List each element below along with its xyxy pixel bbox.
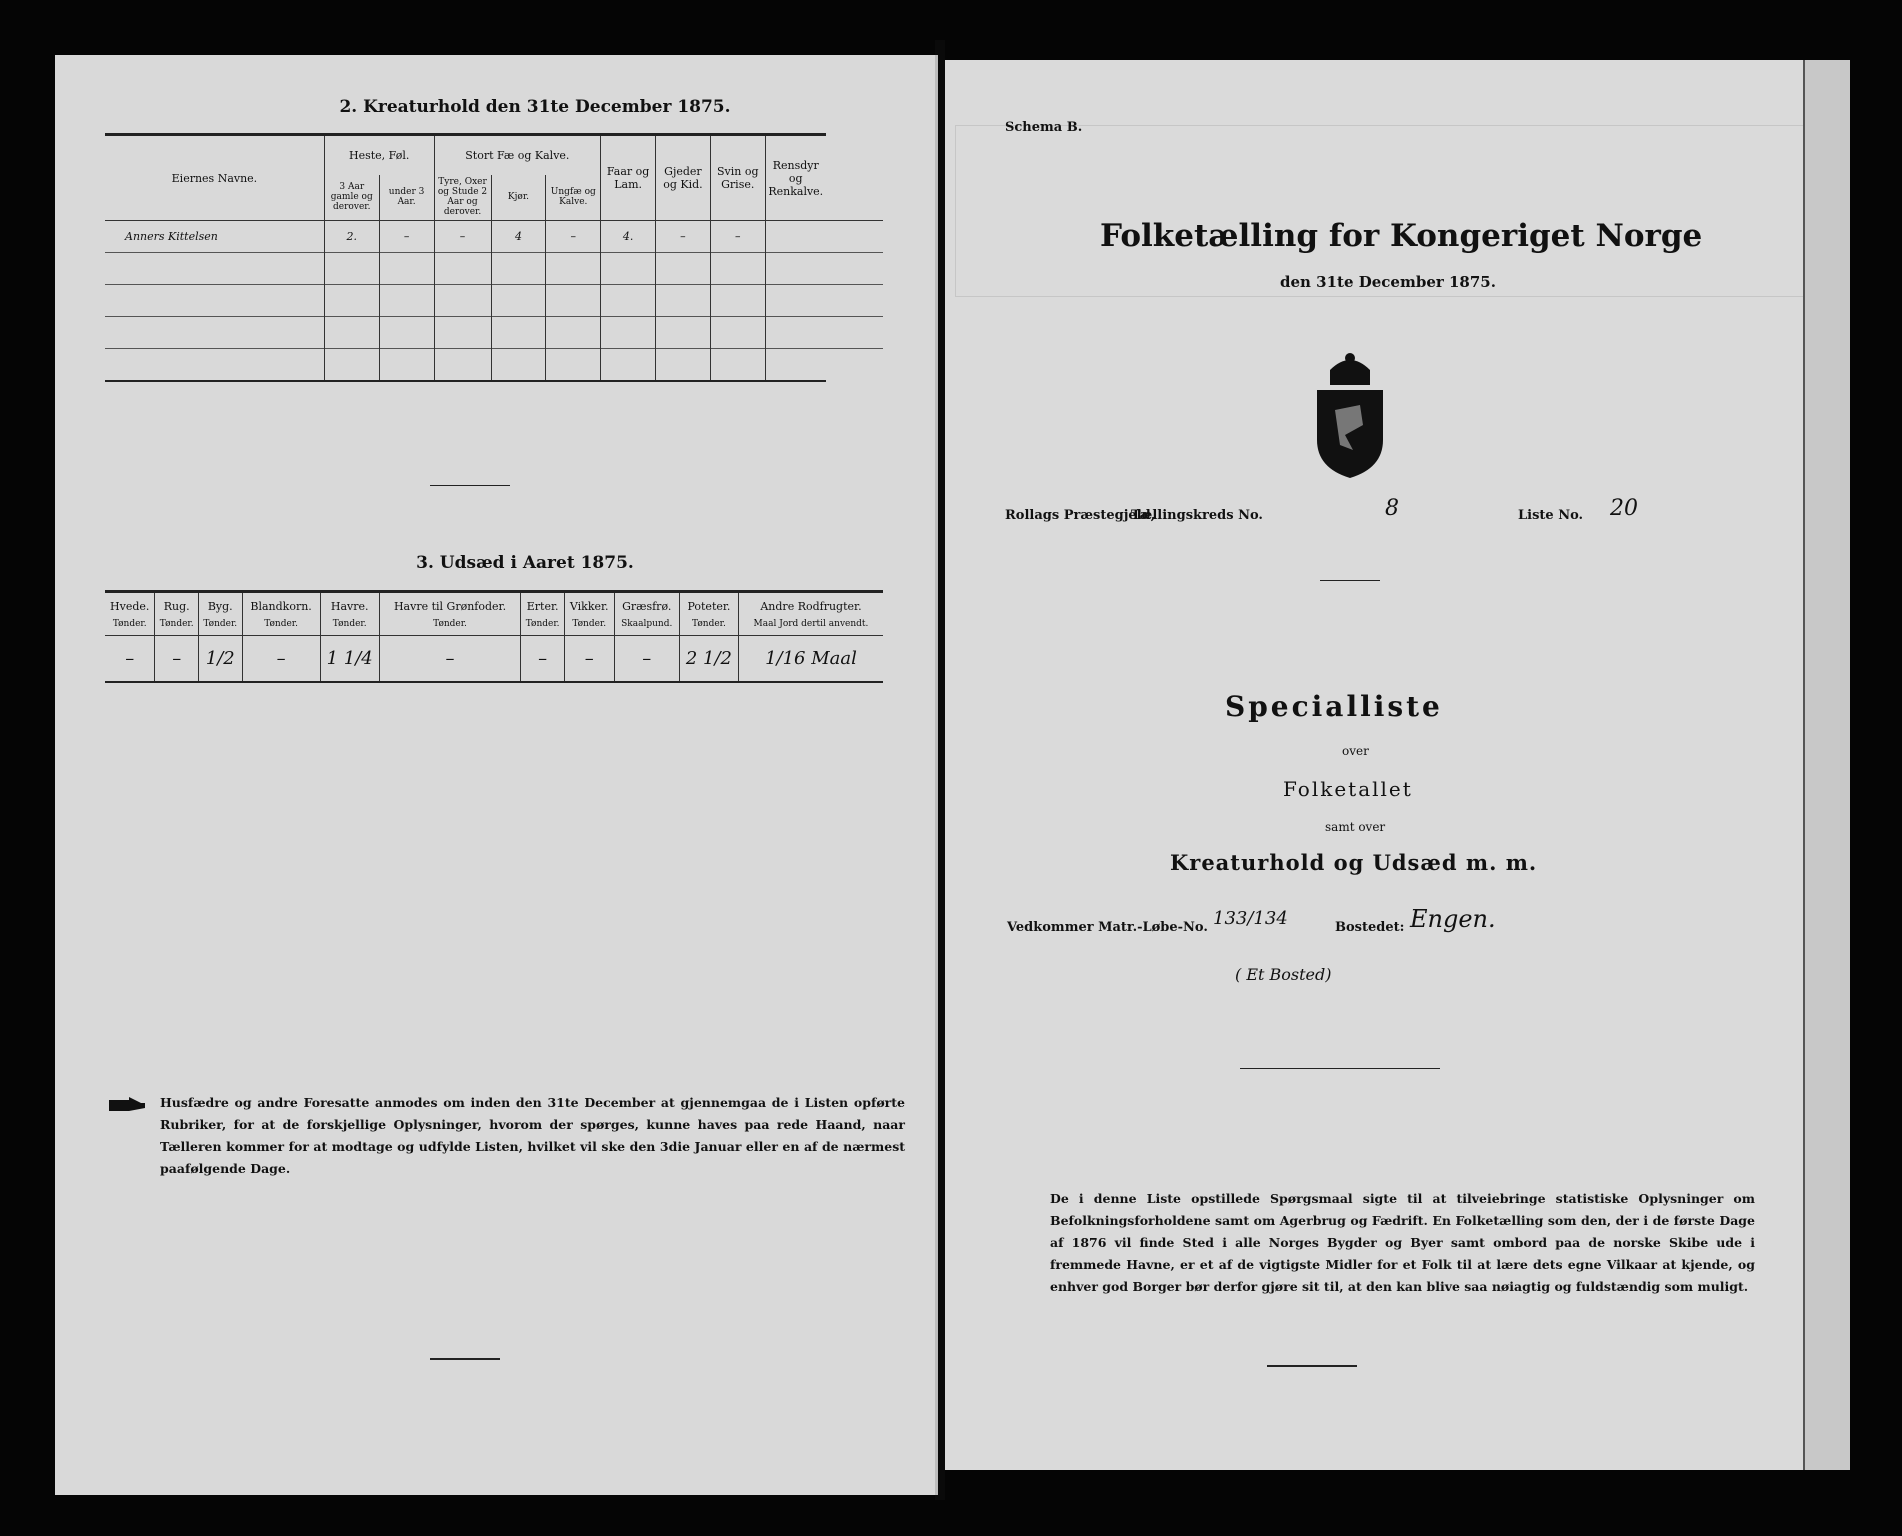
main-title: Folketælling for Kongeriget Norge [1100,218,1703,254]
crop-unit: Tønder. [692,618,726,629]
livestock-row [105,221,883,253]
right-page [945,60,1850,1470]
tellingskreds-label: Tællingskreds No. [1131,508,1263,523]
crop-value: – [242,636,320,682]
left-page [55,55,938,1495]
bottom-divider [430,1358,500,1360]
crop-unit: Tønder. [203,618,238,629]
crop-name: Byg. [207,599,233,613]
stort-c-header: Ungfæ og Kalve. [546,175,601,221]
heste-b-cell: – [379,221,434,253]
crop-name: Græsfrø. [622,599,672,613]
page-edge [1803,60,1850,1470]
rensdyr-header: Rensdyr og Renkalve. [765,135,826,221]
crop-unit: Tønder. [264,618,298,629]
section2-title: 2. Kreaturhold den 31te December 1875. [339,97,731,117]
stort-c-cell: – [546,221,601,253]
matr-label: Vedkommer Matr.-Løbe-No. [1007,920,1208,935]
stort-b-header: Kjør. [491,175,546,221]
divider [1320,580,1380,581]
crop-name: Blandkorn. [250,599,312,613]
crop-name: Andre Rodfrugter. [760,599,862,613]
crop-unit: Skaalpund. [621,618,673,629]
crop-header [564,592,614,636]
rensdyr-cell [765,221,826,253]
svin-cell: – [710,221,765,253]
folketallet: Folketallet [1283,777,1413,801]
over-1: over [1342,744,1369,758]
heste-a-cell: 2. [324,221,379,253]
divider [1240,1068,1440,1069]
crop-unit: Tønder. [572,618,607,629]
crop-header [679,592,738,636]
crop-unit: Maal Jord dertil anvendt. [753,618,869,629]
section3-title: 3. Udsæd i Aaret 1875. [416,553,634,573]
heste-b-header: under 3 Aar. [379,175,434,221]
livestock-table [105,133,883,382]
crop-header [105,592,155,636]
crop-header [242,592,320,636]
gjeder-header: Gjeder og Kid. [656,135,711,221]
crop-table [105,590,883,683]
heste-header: Heste, Føl. [324,135,434,175]
notice-paragraph: Husfædre og andre Foresatte anmodes om inden den 31te December at gjennemgaa de i Listen opførte Rubriker, for at de forskjellige Oplysninger, hvorom der spørges, kunne haves paa rede Haand, naar Tælleren kommer for at modtage og udfylde Listen, hvilket vil ske den 3die Januar eller en af de nærmest paafølgende Dage. [160,1095,905,1176]
crop-header [155,592,199,636]
stort-b-cell: 4 [491,221,546,253]
crop-value: – [155,636,199,682]
crop-unit: Tønder. [332,618,367,629]
crop-header [521,592,565,636]
crop-header [320,592,379,636]
crop-value: 1/16 Maal [738,636,883,682]
coat-of-arms-icon [1305,350,1395,480]
crop-name: Havre. [330,599,369,613]
liste-label: Liste No. [1518,508,1584,523]
specialliste-title: Specialliste [1225,690,1443,723]
crop-unit: Tønder. [525,618,560,629]
faar-header: Faar og Lam. [601,135,656,221]
bostedet-value: Engen. [1410,905,1496,933]
stort-fae-header: Stort Fæ og Kalve. [434,135,601,175]
bottom-divider [1267,1365,1357,1367]
crop-value: – [564,636,614,682]
crop-name: Havre til Grønfoder. [393,599,507,613]
date-line: den 31te December 1875. [1280,273,1496,291]
crop-header [738,592,883,636]
crop-value: – [521,636,565,682]
crop-unit: Tønder. [159,618,194,629]
crop-name: Vikker. [569,599,609,613]
crop-name: Erter. [526,599,559,613]
kreaturhold-title: Kreaturhold og Udsæd m. m. [1170,850,1538,875]
heste-a-header: 3 Aar gamle og derover. [324,175,379,221]
owner-header: Eiernes Navne. [105,135,324,221]
bleed-through-table [955,125,1837,297]
stort-a-cell: – [434,221,491,253]
crop-header [614,592,679,636]
crop-name: Poteter. [687,599,731,613]
crop-name: Rug. [163,599,190,613]
faar-cell: 4. [601,221,656,253]
bostedet-note: ( Et Bosted) [1235,965,1332,984]
gjeder-cell: – [656,221,711,253]
samt-over: samt over [1325,820,1386,834]
schema-label: Schema B. [1005,120,1083,135]
info-paragraph: De i denne Liste opstillede Spørgsmaal sigte til at tilveiebringe statistiske Oplysninger om Befolkningsforholdene samt om Agerbrug og Fædrift. En Folketælling som den, der i de første Dage af 1876 vil finde Sted i alle Norges Bygder og Byer samt ombord paa de norske Skibe ude i fremmede Havne, er et af de vigtigste Midler for et Folk til at lære dets egne Vilkaar at kjende, og enhver god Borger bør derfor gjøre sit til, at den kan blive saa nøiagtig og fuldstændig som muligt. [1050,1191,1755,1294]
crop-value: 1 1/4 [320,636,379,682]
tellingskreds-value: 8 [1385,496,1399,521]
pointing-hand-icon [107,1095,147,1115]
svin-header: Svin og Grise. [710,135,765,221]
crop-value: 1/2 [198,636,242,682]
liste-value: 20 [1610,496,1638,521]
divider [430,485,510,486]
bostedet-label: Bostedet: [1335,920,1405,935]
owner-cell: Anners Kittelsen [125,230,218,243]
stort-a-header: Tyre, Oxer og Stude 2 Aar og derover. [434,175,491,221]
matr-value: 133/134 [1213,908,1288,929]
crop-header [198,592,242,636]
prestegjeld-label: Rollags Præstegjeld, [1005,508,1156,523]
crop-header [379,592,521,636]
crop-value: – [105,636,155,682]
crop-value: – [379,636,521,682]
crop-unit: Tønder. [112,618,147,629]
crop-value: 2 1/2 [679,636,738,682]
crop-value: – [614,636,679,682]
crop-unit: Tønder. [433,618,467,629]
crop-name: Hvede. [110,599,150,613]
